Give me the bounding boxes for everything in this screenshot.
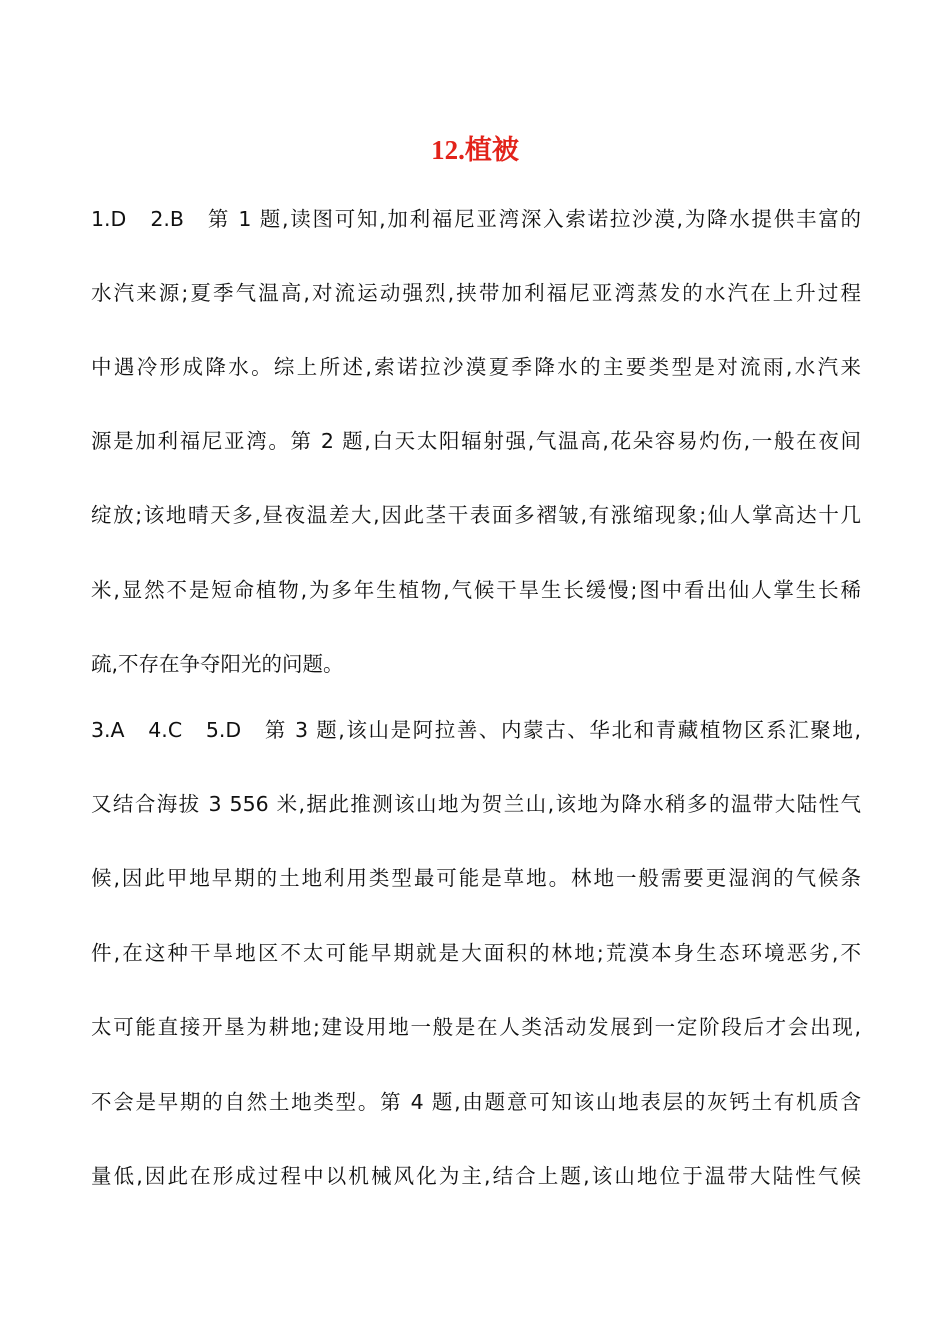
text-line: 量低,因此在形成过程中以机械风化为主,结合上题,该山地位于温带大陆性气候 [91, 1164, 861, 1188]
text-line: 米,显然不是短命植物,为多年生植物,气候干旱生长缓慢;图中看出仙人掌生长稀 [91, 578, 861, 602]
section-title: 12.植被 [431, 135, 519, 165]
text-line: 中遇冷形成降水。综上所述,索诺拉沙漠夏季降水的主要类型是对流雨,水汽来 [91, 355, 861, 379]
text-line: 3.A 4.C 5.D 第 3 题,该山是阿拉善、内蒙古、华北和青藏植物区系汇聚地, [91, 718, 861, 742]
text-line: 疏,不存在争夺阳光的问题。 [91, 652, 344, 676]
text-line: 太可能直接开垦为耕地;建设用地一般是在人类活动发展到一定阶段后才会出现, [91, 1015, 861, 1039]
text-line: 不会是早期的自然土地类型。第 4 题,由题意可知该山地表层的灰钙土有机质含 [91, 1090, 861, 1114]
text-line: 件,在这种干旱地区不太可能早期就是大面积的林地;荒漠本身生态环境恶劣,不 [91, 941, 861, 965]
text-line: 源是加利福尼亚湾。第 2 题,白天太阳辐射强,气温高,花朵容易灼伤,一般在夜间 [91, 429, 861, 453]
text-line: 又结合海拔 3 556 米,据此推测该山地为贺兰山,该地为降水稍多的温带大陆性气 [91, 792, 861, 816]
text-line: 绽放;该地晴天多,昼夜温差大,因此茎干表面多褶皱,有涨缩现象;仙人掌高达十几 [91, 503, 861, 527]
text-line: 候,因此甲地早期的土地利用类型最可能是草地。林地一般需要更湿润的气候条 [91, 866, 861, 890]
text-line: 水汽来源;夏季气温高,对流运动强烈,挟带加利福尼亚湾蒸发的水汽在上升过程 [91, 281, 861, 305]
text-line: 1.D 2.B 第 1 题,读图可知,加利福尼亚湾深入索诺拉沙漠,为降水提供丰富的 [91, 207, 861, 231]
